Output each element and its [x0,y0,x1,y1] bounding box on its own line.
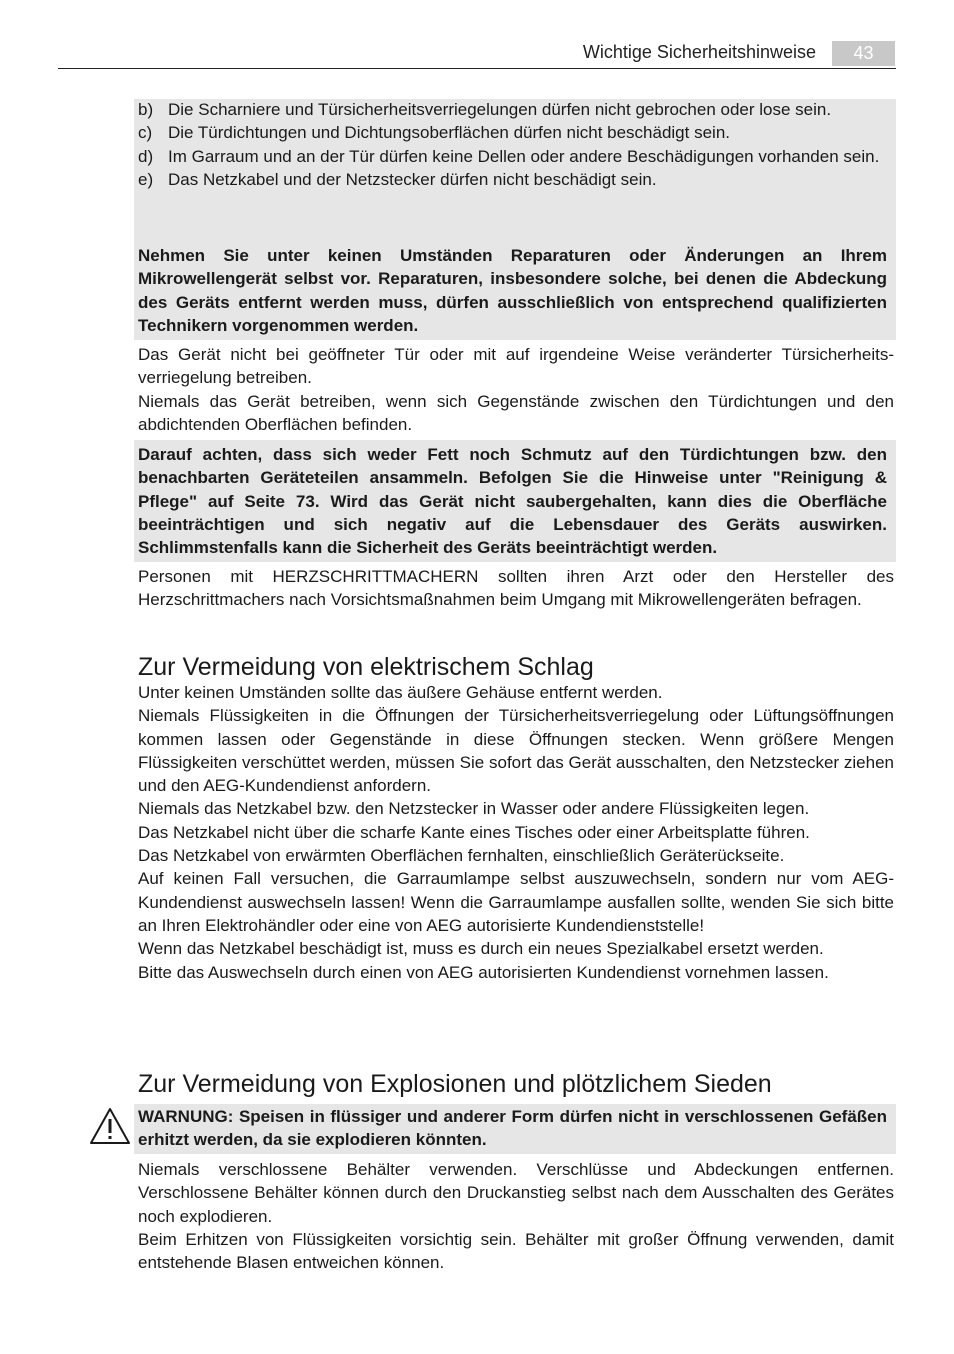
paragraph: Bitte das Auswechseln durch einen von AEG autorisierten Kundendienst vornehmen lassen. [138,962,829,982]
paragraph: Auf keinen Fall versuchen, die Garraumlampe selbst auszuwechseln, sondern nur vom AEG-Kundendienst auswechseln lassen! Wenn die Garraumlampe ausfallen sollte, wenden Sie sich bitte an Ihren Elektrohändler oder eine von AEG autorisierte Kundendienststelle! [138,869,894,935]
pacemaker-paragraph: Personen mit HERZSCHRITTMACHERN sollten ihren Arzt oder den Hersteller des Herzschrittmachers nach Vorsichtsmaßnahmen beim Umgang mit Mikrowellengeräten befragen. [138,567,894,610]
repair-notice: Nehmen Sie unter keinen Umständen Reparaturen oder Änderungen an Ihrem Mikrowellengerät selbst vor. Reparaturen, insbesondere solche, bei denen die Abdeckung des Geräts entfernt werden muss, dürfen ausschließlich von entsprechend qualifizierten Technikern vorgenommen werden. [138,246,887,335]
cleaning-notice: Darauf achten, dass sich weder Fett noch Schmutz auf den Türdichtungen bzw. den benachbarten Geräteteilen ansammeln. Befolgen Sie die Hinweise unter "Reinigung & Pflege" auf Seite 73. Wird das Gerät nicht saubergehalten, kann dies die Oberfläche beeinträchtigen und sich negativ auf die Lebensdauer des Geräts auswirken. Schlimmstenfalls kann die Sicherheit des Geräts beeinträchtigt werden. [138,445,887,558]
list-item [138,121,887,144]
electric-paragraphs [138,681,894,984]
list-marker: b) [138,100,154,119]
warning-text: WARNUNG: Speisen in flüssiger und anderer Form dürfen nicht in verschlossenen Gefäßen erhitzt werden, da sie explodieren könnten. [138,1107,887,1150]
list-item [138,98,887,121]
paragraph: Das Netzkabel von erwärmten Oberflächen fernhalten, einschließlich Geräterückseite. [138,846,785,866]
section-heading-explosion: Zur Vermeidung von Explosionen und plötzlichem Sieden [138,1070,772,1098]
explosion-paragraphs [138,1158,894,1274]
paragraph: Niemals das Gerät betreiben, wenn sich Gegenstände zwischen den Türdichtungen und den abdichtenden Oberflächen befinden. [138,391,894,434]
list-text: Im Garraum und an der Tür dürfen keine Dellen oder andere Beschädigungen vorhanden sein. [168,146,880,166]
paragraph: Das Gerät nicht bei geöffneter Tür oder mit auf irgendeine Weise veränderter Türsicherheits-verriegelung betreiben. [138,345,894,388]
warning-triangle-icon [88,1106,132,1146]
paragraph: Das Netzkabel nicht über die scharfe Kante eines Tisches oder einer Arbeitsplatte führen. [138,822,810,842]
paragraph: Wenn das Netzkabel beschädigt ist, muss es durch ein neues Spezialkabel ersetzt werden. [138,939,824,959]
list-item [138,145,887,168]
list-marker: d) [138,146,154,166]
running-header: Wichtige Sicherheitshinweise [582,42,816,62]
list-text: Die Türdichtungen und Dichtungsoberflächen dürfen nicht beschädigt sein. [168,123,730,143]
paragraph: Beim Erhitzen von Flüssigkeiten vorsichtig sein. Behälter mit großer Öffnung verwenden, damit entstehende Blasen entweichen können. [138,1229,894,1273]
door-paragraphs [138,343,894,436]
list-text: Das Netzkabel und der Netzstecker dürfen nicht beschädigt sein. [168,169,657,189]
paragraph: Niemals Flüssigkeiten in die Öffnungen der Türsicherheitsverriegelung oder Lüftungsöffnungen kommen lassen oder Gegenstände in diese Öffnungen stecken. Wenn größere Mengen Flüssigkeiten verschüttet werden, müssen Sie sofort das Gerät ausschalten, den Netzstecker ziehen und den AEG-Kundendienst anfordern. [138,706,894,796]
page-number: 43 [832,41,895,66]
paragraph: Niemals das Netzkabel bzw. den Netzstecker in Wasser oder andere Flüssigkeiten legen. [138,799,810,819]
list-marker: c) [138,123,153,143]
paragraph: Unter keinen Umständen sollte das äußere Gehäuse entfernt werden. [138,683,663,702]
header-rule [58,68,896,69]
section-heading-electric: Zur Vermeidung von elektrischem Schlag [138,653,594,681]
paragraph: Niemals verschlossene Behälter verwenden. Verschlüsse und Abdeckungen entfernen. Verschlossene Behälter können durch den Druckanstieg selbst nach dem Ausschalten des Gerätes noch explodieren. [138,1160,894,1226]
requirements-list [138,98,887,191]
list-text: Die Scharniere und Türsicherheitsverriegelungen dürfen nicht gebrochen oder lose sein. [168,100,832,119]
list-item [138,168,887,191]
list-marker: e) [138,169,154,189]
